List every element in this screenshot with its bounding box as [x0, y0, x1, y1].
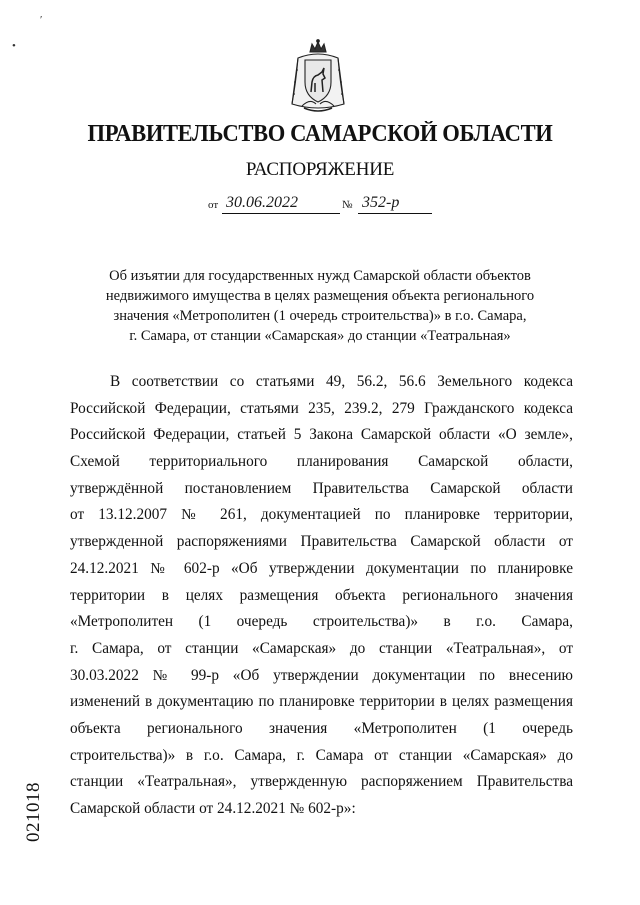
body-line: Схемой территориального планирования Самарской области, [70, 453, 573, 471]
body-line: станции «Театральная», утвержденную распоряжением Правительства [70, 773, 573, 791]
handwritten-number: 352-р [358, 193, 432, 214]
scan-mark: • [12, 40, 16, 52]
body-line: «Метрополитен (1 очередь строительства)» в г.о. Самара, [70, 613, 573, 631]
body-line: Российской Федерации, статьей 5 Закона Самарской области «О земле», [70, 426, 573, 444]
subject-line: значения «Метрополитен (1 очередь строительства)» в г.о. Самара, [113, 308, 527, 324]
handwritten-date: 30.06.2022 [222, 193, 340, 214]
body-line: В соответствии со статьями 49, 56.2, 56.6 Земельного кодекса [110, 373, 573, 390]
body-line: изменений в документацию по планировке территории в целях размещения [70, 693, 573, 711]
scan-mark: ʹ [40, 14, 43, 26]
subject-line: Об изъятии для государственных нужд Самарской области объектов [109, 268, 531, 284]
document-subject [80, 266, 560, 346]
body-line: утверждённой постановлением Правительства Самарской области [70, 479, 573, 497]
coat-of-arms-icon [288, 38, 348, 116]
body-line: объекта регионального значения «Метрополитен (1 очередь [70, 719, 573, 737]
government-title: ПРАВИТЕЛЬСТВО САМАРСКОЙ ОБЛАСТИ [87, 121, 553, 147]
date-number-line [208, 190, 448, 214]
margin-registration-number: 021018 [23, 782, 44, 842]
body-line: Российской Федерации, статьями 235, 239.2, 279 Гражданского кодекса [70, 399, 573, 417]
body-line: утвержденной распоряжениями Правительства Самарской области от [70, 533, 573, 551]
body-line: 24.12.2021 № 602-р «Об утверждении документации по планировке [70, 559, 573, 577]
body-line: от 13.12.2007 № 261, документацией по планировке территории, [70, 506, 573, 524]
body-line: г. Самара, от станции «Самарская» до станции «Театральная», от [70, 639, 573, 657]
body-line: Самарской области от 24.12.2021 № 602-р»: [70, 800, 356, 817]
subject-line: г. Самара, от станции «Самарская» до станции «Театральная» [129, 328, 511, 344]
document-type: РАСПОРЯЖЕНИЕ [245, 159, 395, 180]
body-line: 30.03.2022 № 99-р «Об утверждении документации по внесению [70, 666, 573, 684]
body-paragraph [70, 369, 573, 823]
body-line: территории в целях размещения объекта регионального значения [70, 586, 573, 604]
number-prefix: № [342, 199, 353, 211]
date-prefix: от [208, 199, 219, 211]
body-line: строительства)» в г.о. Самара, г. Самара от станции «Самарская» до [70, 746, 573, 764]
subject-line: недвижимого имущества в целях размещения объекта регионального [105, 288, 535, 304]
